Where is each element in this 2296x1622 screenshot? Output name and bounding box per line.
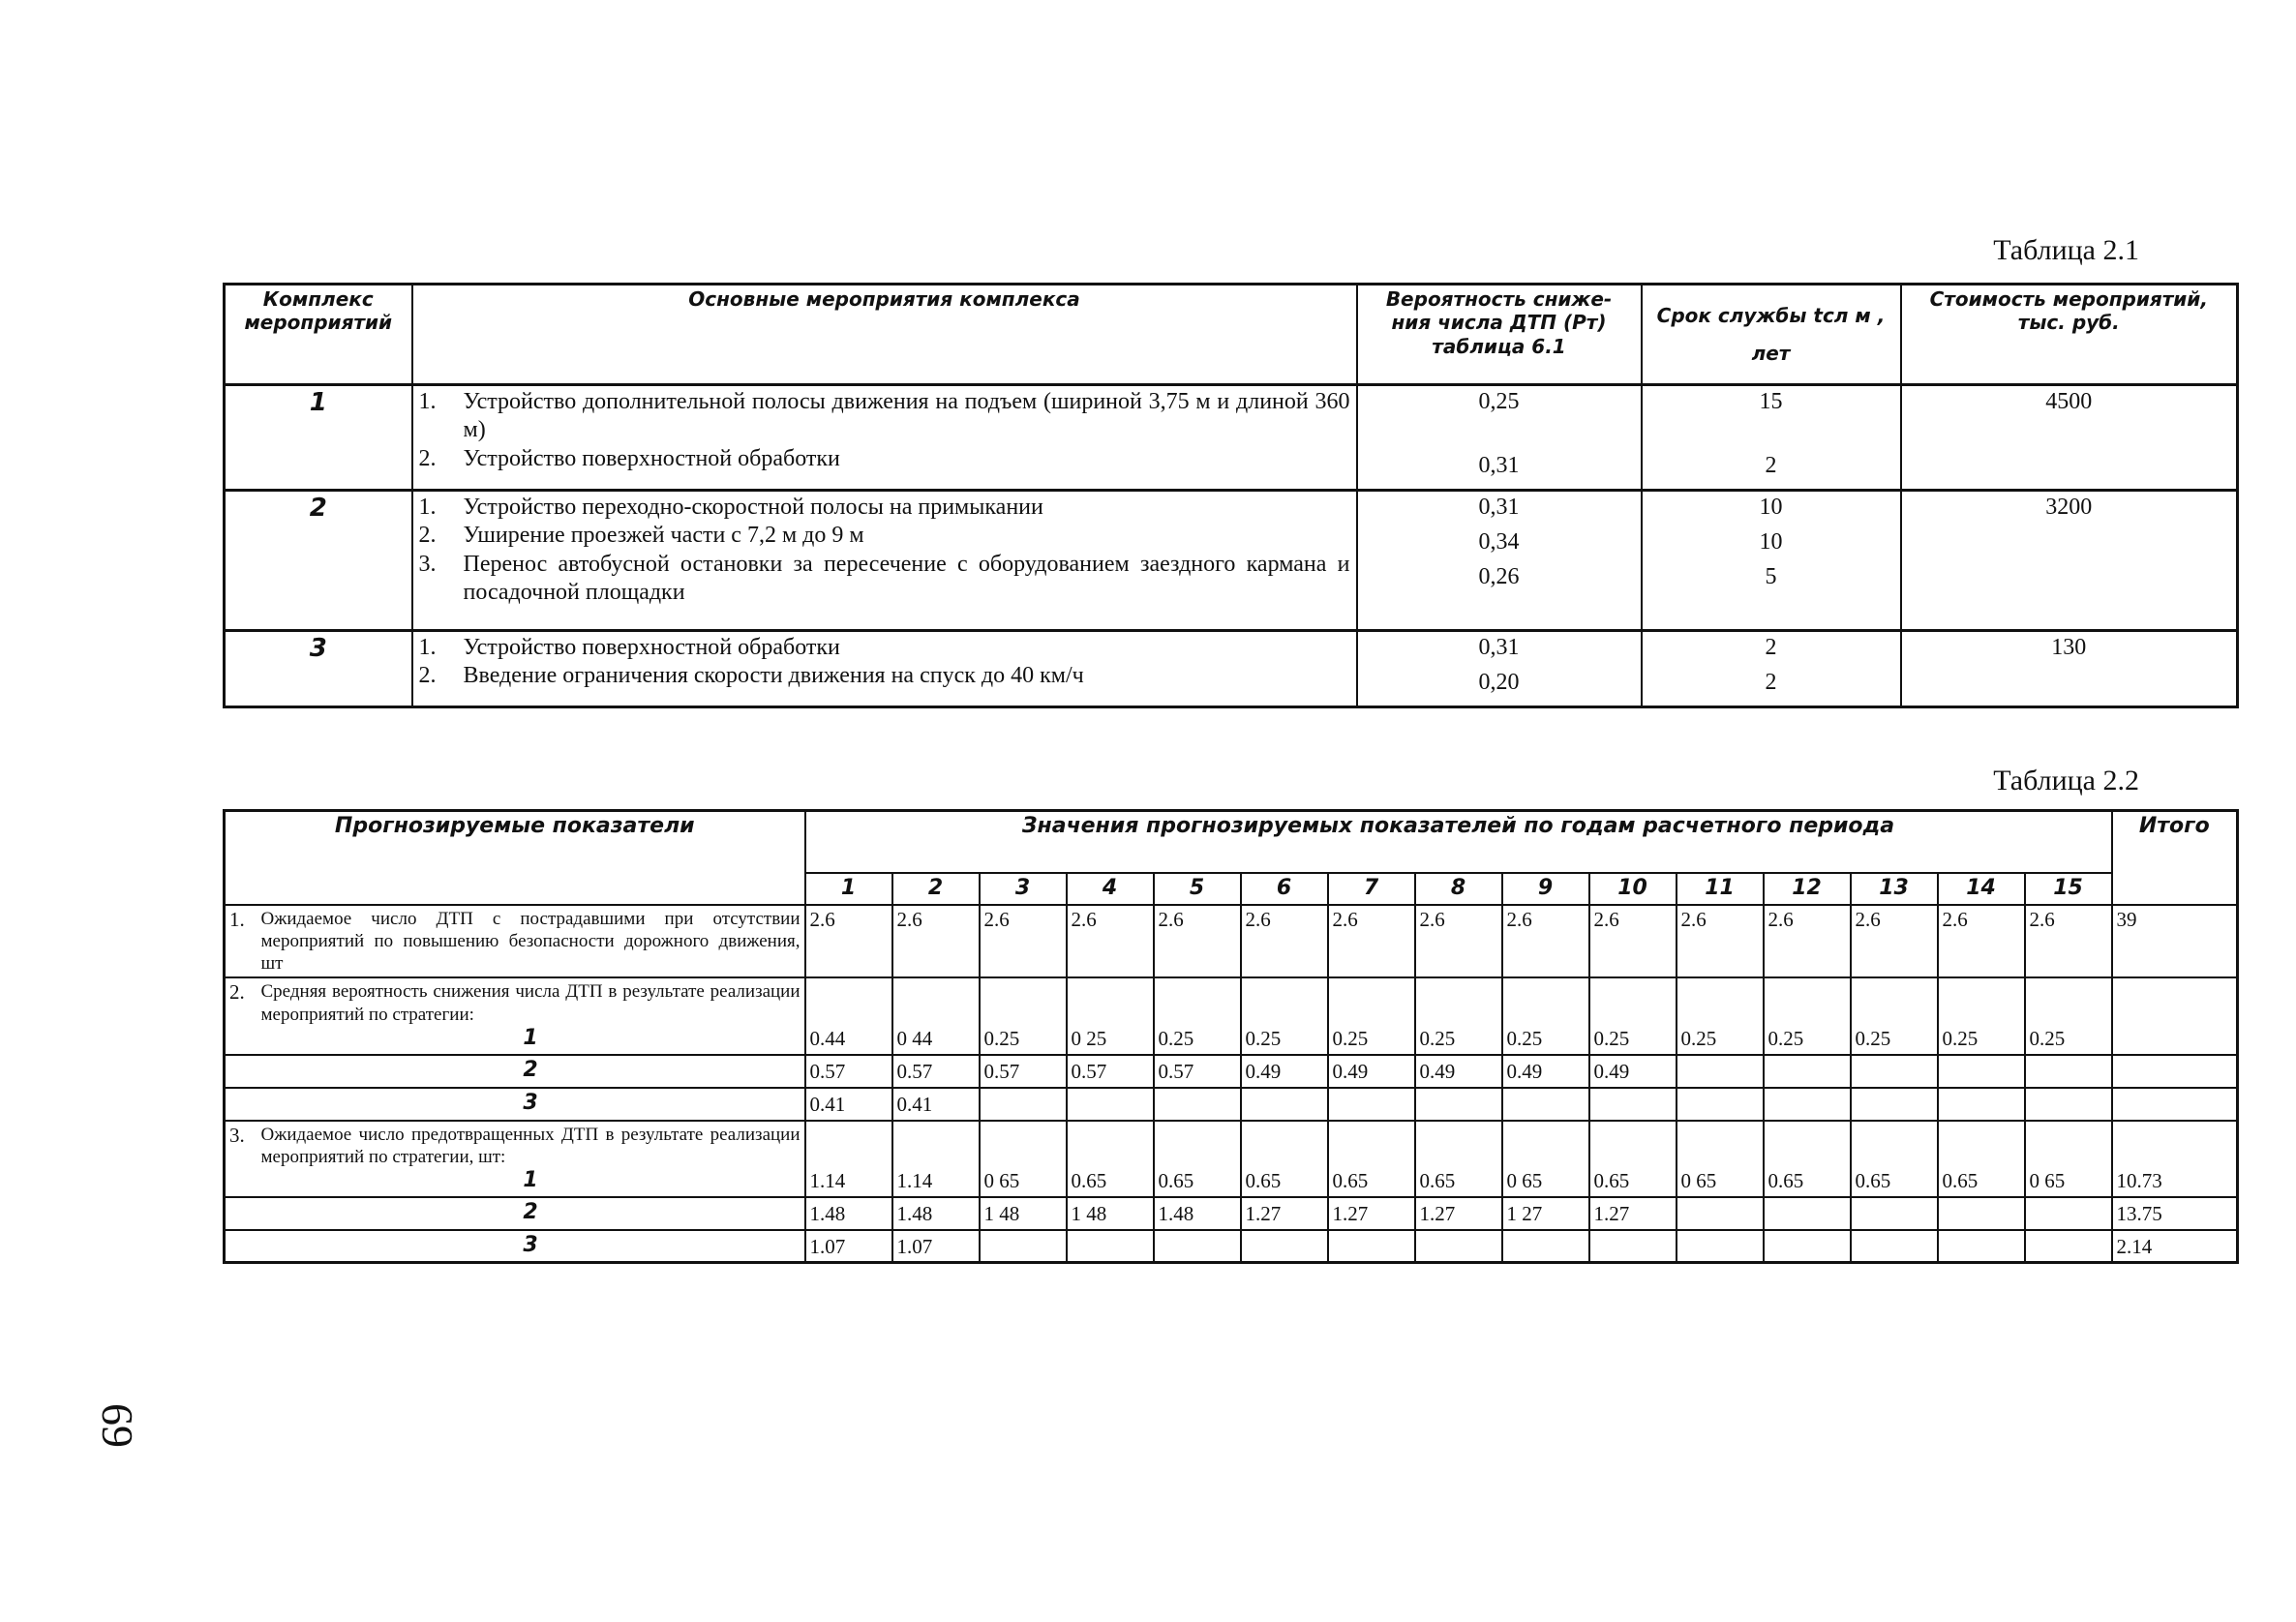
value-cell xyxy=(1764,1197,1851,1230)
measure-group xyxy=(225,491,2238,631)
value-cell: 1 48 xyxy=(1067,1197,1154,1230)
value-cell xyxy=(2025,1088,2112,1121)
value-cell: 0.65 xyxy=(1154,1121,1241,1197)
value-cell: 1.27 xyxy=(1415,1197,1502,1230)
measure-item-number: 2. xyxy=(418,663,437,689)
value-cell: 0.49 xyxy=(1328,1055,1415,1088)
value-cell: 2.6 xyxy=(980,905,1067,978)
forecast-header-row xyxy=(225,811,2238,874)
value-cell: 0.65 xyxy=(1067,1121,1154,1197)
value-cell: 1.48 xyxy=(805,1197,892,1230)
total-cell xyxy=(2112,1055,2238,1088)
measure-item-text: Перенос автобусной остановки за пересечение с оборудованием заездного кармана и посадочной площадки xyxy=(463,551,1350,605)
value-cell: 0.25 xyxy=(1502,977,1589,1054)
service-life-value: 10 xyxy=(1759,495,1783,520)
value-cell: 1.07 xyxy=(805,1230,892,1263)
measure-item-number: 2. xyxy=(418,445,437,471)
indicator-label xyxy=(257,1197,805,1230)
value-cell: 2.6 xyxy=(2025,905,2112,978)
value-cell: 0.25 xyxy=(2025,977,2112,1054)
probability-values xyxy=(1357,491,1642,631)
header-service-life-line2: лет xyxy=(1751,341,1791,365)
value-cell: 0.41 xyxy=(805,1088,892,1121)
value-cell xyxy=(1938,1055,2025,1088)
indicator-number xyxy=(225,1055,257,1088)
value-cell: 0.57 xyxy=(1154,1055,1241,1088)
measure-item-number: 2. xyxy=(418,523,437,549)
indicator-number xyxy=(225,1197,257,1230)
measure-item-text: Устройство поверхностной обработки xyxy=(463,635,840,660)
value-cell: 1.27 xyxy=(1328,1197,1415,1230)
strategy-number: 1 xyxy=(523,1167,538,1192)
value-cell xyxy=(1589,1088,1677,1121)
indicator-row xyxy=(225,905,2238,978)
measure-item-text: Введение ограничения скорости движения на спуск до 40 км/ч xyxy=(463,663,1084,689)
value-cell xyxy=(2025,1197,2112,1230)
measure-cost: 130 xyxy=(1901,631,2238,707)
year-cell: 14 xyxy=(1938,873,2025,905)
value-cell: 2.6 xyxy=(1764,905,1851,978)
value-cell: 2.6 xyxy=(1241,905,1328,978)
value-cell: 2.6 xyxy=(805,905,892,978)
value-cell: 0.65 xyxy=(1851,1121,1938,1197)
value-cell xyxy=(1154,1230,1241,1263)
value-cell: 0.57 xyxy=(892,1055,980,1088)
service-life-value: 2 xyxy=(1765,670,1777,695)
complex-number: 3 xyxy=(225,631,412,707)
value-cell xyxy=(1328,1088,1415,1121)
value-cell: 1 27 xyxy=(1502,1197,1589,1230)
value-cell: 0 65 xyxy=(1677,1121,1764,1197)
indicator-label xyxy=(257,1088,805,1121)
measure-cost: 3200 xyxy=(1901,491,2238,631)
header-measures: Основные мероприятия комплекса xyxy=(412,285,1357,385)
indicator-label xyxy=(257,977,805,1054)
service-life-values xyxy=(1642,631,1901,707)
value-cell xyxy=(1938,1197,2025,1230)
value-cell: 0 44 xyxy=(892,977,980,1054)
strategy-row xyxy=(225,1121,2238,1197)
value-cell xyxy=(1764,1230,1851,1263)
header-service-life xyxy=(1642,285,1901,385)
probability-value: 0,25 xyxy=(1478,389,1520,414)
year-cell: 13 xyxy=(1851,873,1938,905)
value-cell: 2.6 xyxy=(1154,905,1241,978)
strategy-row xyxy=(225,1230,2238,1263)
probability-value: 0,34 xyxy=(1478,529,1520,555)
value-cell: 0.65 xyxy=(1328,1121,1415,1197)
complex-number: 2 xyxy=(225,491,412,631)
value-cell xyxy=(2025,1230,2112,1263)
year-cell: 2 xyxy=(892,873,980,905)
forecast-table xyxy=(223,809,2239,1264)
value-cell: 2.6 xyxy=(1502,905,1589,978)
value-cell: 1 48 xyxy=(980,1197,1067,1230)
value-cell: 0.25 xyxy=(1154,977,1241,1054)
value-cell: 2.6 xyxy=(1067,905,1154,978)
year-cell: 9 xyxy=(1502,873,1589,905)
measure-list xyxy=(412,631,1357,707)
measure-item xyxy=(419,388,1350,445)
total-cell: 13.75 xyxy=(2112,1197,2238,1230)
header-cost-line2: тыс. руб. xyxy=(2017,311,2120,335)
measure-item-text: Устройство поверхностной обработки xyxy=(463,445,840,471)
total-cell: 2.14 xyxy=(2112,1230,2238,1263)
value-cell xyxy=(1415,1230,1502,1263)
header-probability-line3: таблица 6.1 xyxy=(1432,334,1566,358)
value-cell: 0 65 xyxy=(980,1121,1067,1197)
year-cell: 1 xyxy=(805,873,892,905)
probability-value: 0,20 xyxy=(1478,670,1520,695)
strategy-row xyxy=(225,977,2238,1054)
value-cell: 1.14 xyxy=(805,1121,892,1197)
value-cell: 0 65 xyxy=(1502,1121,1589,1197)
total-cell: 39 xyxy=(2112,905,2238,978)
value-cell: 2.6 xyxy=(1589,905,1677,978)
value-cell xyxy=(1677,1055,1764,1088)
value-cell: 1.27 xyxy=(1589,1197,1677,1230)
service-life-value: 2 xyxy=(1765,635,1777,660)
indicator-label xyxy=(257,1230,805,1263)
value-cell: 1.48 xyxy=(892,1197,980,1230)
probability-value: 0,26 xyxy=(1478,564,1520,589)
value-cell: 0.25 xyxy=(1851,977,1938,1054)
measure-list xyxy=(412,491,1357,631)
value-cell: 0.25 xyxy=(1328,977,1415,1054)
indicator-label xyxy=(257,1055,805,1088)
indicator-number xyxy=(225,1088,257,1121)
value-cell xyxy=(1677,1230,1764,1263)
service-life-value: 15 xyxy=(1759,389,1783,414)
value-cell: 0.65 xyxy=(1938,1121,2025,1197)
complex-number: 1 xyxy=(225,385,412,491)
value-cell: 2.6 xyxy=(892,905,980,978)
table2-caption: Таблица 2.2 xyxy=(1993,765,2139,796)
measure-item xyxy=(419,522,1350,550)
value-cell xyxy=(1851,1055,1938,1088)
indicator-number: 3. xyxy=(225,1121,257,1197)
year-cell: 15 xyxy=(2025,873,2112,905)
value-cell xyxy=(1764,1055,1851,1088)
year-cell: 8 xyxy=(1415,873,1502,905)
value-cell: 0.25 xyxy=(1677,977,1764,1054)
value-cell: 0.25 xyxy=(980,977,1067,1054)
value-cell xyxy=(2025,1055,2112,1088)
header-values: Значения прогнозируемых показателей по годам расчетного периода xyxy=(805,811,2112,874)
measure-item xyxy=(419,494,1350,522)
header-total: Итого xyxy=(2112,811,2238,905)
header-probability xyxy=(1357,285,1642,385)
strategy-number: 3 xyxy=(523,1090,538,1115)
probability-value: 0,31 xyxy=(1478,495,1520,520)
measure-item-number: 3. xyxy=(418,551,437,577)
measure-group xyxy=(225,385,2238,491)
measure-list xyxy=(412,385,1357,491)
value-cell xyxy=(1502,1088,1589,1121)
value-cell: 2.6 xyxy=(1938,905,2025,978)
year-cell: 7 xyxy=(1328,873,1415,905)
value-cell: 0.49 xyxy=(1415,1055,1502,1088)
probability-value: 0,31 xyxy=(1478,453,1520,478)
total-cell: 10.73 xyxy=(2112,1121,2238,1197)
value-cell: 0.25 xyxy=(1938,977,2025,1054)
probability-values xyxy=(1357,631,1642,707)
value-cell: 0.41 xyxy=(892,1088,980,1121)
service-life-values xyxy=(1642,385,1901,491)
header-cost xyxy=(1901,285,2238,385)
value-cell: 0.49 xyxy=(1589,1055,1677,1088)
value-cell xyxy=(1677,1088,1764,1121)
measure-item-text: Уширение проезжей части с 7,2 м до 9 м xyxy=(463,523,864,549)
service-life-value: 2 xyxy=(1765,453,1777,478)
measure-item xyxy=(419,634,1350,662)
value-cell xyxy=(1241,1230,1328,1263)
header-cost-line1: Стоимость мероприятий, xyxy=(1929,287,2208,311)
service-life-value: 10 xyxy=(1759,529,1783,555)
value-cell xyxy=(1851,1197,1938,1230)
page-number: 69 xyxy=(93,1403,142,1448)
value-cell: 0.65 xyxy=(1764,1121,1851,1197)
measure-item xyxy=(419,662,1350,690)
total-cell xyxy=(2112,1088,2238,1121)
year-cell: 12 xyxy=(1764,873,1851,905)
value-cell xyxy=(1067,1230,1154,1263)
measure-group xyxy=(225,631,2238,707)
value-cell: 0.44 xyxy=(805,977,892,1054)
value-cell: 0.57 xyxy=(805,1055,892,1088)
value-cell: 1.27 xyxy=(1241,1197,1328,1230)
value-cell: 0.49 xyxy=(1502,1055,1589,1088)
indicator-label xyxy=(257,1121,805,1197)
value-cell: 0.57 xyxy=(980,1055,1067,1088)
value-cell xyxy=(1154,1088,1241,1121)
value-cell xyxy=(1067,1088,1154,1121)
strategy-row xyxy=(225,1055,2238,1088)
header-probability-line2: ния числа ДТП (Рт) xyxy=(1391,311,1607,335)
measure-item-number: 1. xyxy=(418,495,437,520)
indicator-label-text: Средняя вероятность снижения числа ДТП в результате реализации мероприятий по стратегии: xyxy=(260,981,801,1025)
total-cell xyxy=(2112,977,2238,1054)
value-cell: 0.65 xyxy=(1241,1121,1328,1197)
value-cell xyxy=(1328,1230,1415,1263)
value-cell: 0.65 xyxy=(1415,1121,1502,1197)
year-cell: 6 xyxy=(1241,873,1328,905)
value-cell: 2.6 xyxy=(1328,905,1415,978)
value-cell: 0.49 xyxy=(1241,1055,1328,1088)
value-cell: 2.6 xyxy=(1851,905,1938,978)
value-cell: 0.25 xyxy=(1589,977,1677,1054)
value-cell: 2.6 xyxy=(1415,905,1502,978)
indicator-label-text: Ожидаемое число предотвращенных ДТП в результате реализации мероприятий по стратегии, шт: xyxy=(260,1124,801,1167)
probability-values xyxy=(1357,385,1642,491)
value-cell xyxy=(1677,1197,1764,1230)
value-cell: 1.07 xyxy=(892,1230,980,1263)
value-cell: 0.65 xyxy=(1589,1121,1677,1197)
value-cell xyxy=(1589,1230,1677,1263)
probability-value: 0,31 xyxy=(1478,635,1520,660)
value-cell xyxy=(1851,1088,1938,1121)
measure-item xyxy=(419,445,1350,473)
measure-item xyxy=(419,551,1350,608)
strategy-row xyxy=(225,1088,2238,1121)
strategy-number: 3 xyxy=(523,1232,538,1257)
strategy-number: 2 xyxy=(523,1199,538,1224)
measure-item-text: Устройство дополнительной полосы движения на подъем (шириной 3,75 м и длиной 360 м) xyxy=(463,389,1350,443)
year-cell: 3 xyxy=(980,873,1067,905)
header-service-life-line1: Срок службы tсл м , xyxy=(1656,304,1886,328)
strategy-number: 2 xyxy=(523,1057,538,1082)
measures-table xyxy=(223,283,2239,708)
measure-item-number: 1. xyxy=(418,389,437,414)
value-cell xyxy=(1502,1230,1589,1263)
value-cell: 0 25 xyxy=(1067,977,1154,1054)
measure-item-number: 1. xyxy=(418,635,437,660)
value-cell: 0 65 xyxy=(2025,1121,2112,1197)
table1-caption: Таблица 2.1 xyxy=(1993,234,2139,266)
value-cell: 1.14 xyxy=(892,1121,980,1197)
value-cell xyxy=(980,1230,1067,1263)
measure-item-text: Устройство переходно-скоростной полосы на примыкании xyxy=(463,495,1043,520)
year-cell: 4 xyxy=(1067,873,1154,905)
strategy-row xyxy=(225,1197,2238,1230)
value-cell xyxy=(1241,1088,1328,1121)
value-cell: 1.48 xyxy=(1154,1197,1241,1230)
measure-cost: 4500 xyxy=(1901,385,2238,491)
header-complex: Комплекс мероприятий xyxy=(225,285,412,385)
strategy-number: 1 xyxy=(523,1025,538,1050)
indicator-number: 2. xyxy=(225,977,257,1054)
year-cell: 5 xyxy=(1154,873,1241,905)
indicator-label: Ожидаемое число ДТП с пострадавшими при отсутствии мероприятий по повышению безопасности дорожного движения, шт xyxy=(257,905,805,978)
value-cell: 0.57 xyxy=(1067,1055,1154,1088)
header-indicators: Прогнозируемые показатели xyxy=(225,811,805,905)
indicator-number xyxy=(225,1230,257,1263)
service-life-values xyxy=(1642,491,1901,631)
service-life-value: 5 xyxy=(1765,564,1777,589)
year-cell: 11 xyxy=(1677,873,1764,905)
value-cell: 0.25 xyxy=(1415,977,1502,1054)
value-cell xyxy=(1938,1088,2025,1121)
value-cell: 2.6 xyxy=(1677,905,1764,978)
indicator-number: 1. xyxy=(225,905,257,978)
value-cell: 0.25 xyxy=(1241,977,1328,1054)
value-cell xyxy=(1415,1088,1502,1121)
value-cell: 0.25 xyxy=(1764,977,1851,1054)
value-cell xyxy=(1764,1088,1851,1121)
value-cell xyxy=(980,1088,1067,1121)
value-cell xyxy=(1851,1230,1938,1263)
header-probability-line1: Вероятность сниже- xyxy=(1385,287,1613,311)
value-cell xyxy=(1938,1230,2025,1263)
year-cell: 10 xyxy=(1589,873,1677,905)
